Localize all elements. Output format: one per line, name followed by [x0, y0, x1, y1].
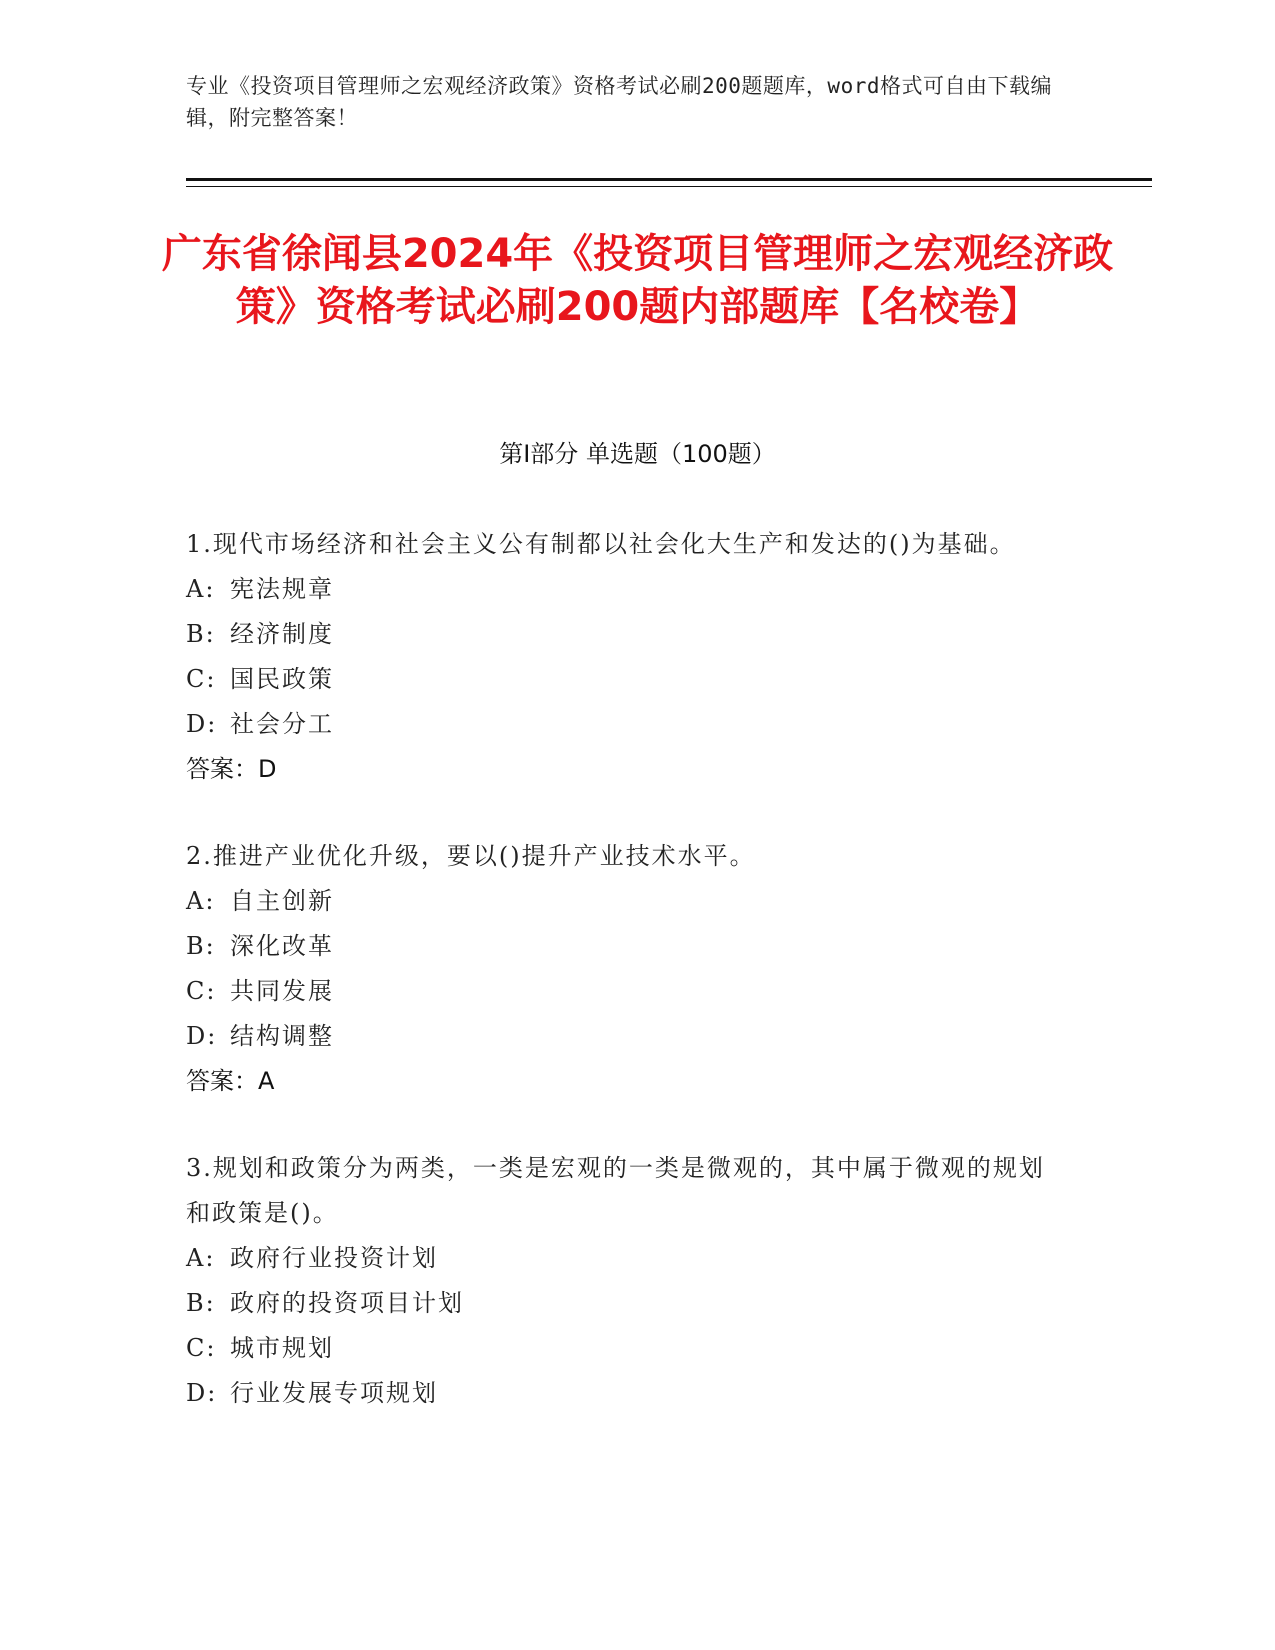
option-letter: A: [186, 575, 216, 603]
option-letter: B: [186, 620, 216, 648]
option-text: 行业发展专项规划 [230, 1379, 438, 1407]
option-text: 共同发展 [230, 977, 334, 1005]
question-3 [186, 1146, 1056, 1416]
header-rule-thick [186, 178, 1152, 181]
header-note: 专业《投资项目管理师之宏观经济政策》资格考试必刷200题题库，word格式可自由下载编辑，附完整答案！ [186, 74, 1052, 130]
option-letter: D: [186, 1379, 218, 1407]
option-c [186, 657, 1056, 702]
option-letter: C: [186, 977, 217, 1005]
document-title: 广东省徐闻县2024年《投资项目管理师之宏观经济政策》资格考试必刷200题内部题库【名校卷】 [161, 231, 1114, 330]
option-a [186, 567, 1056, 612]
option-letter: A: [186, 1244, 216, 1272]
question-stem: 3.规划和政策分为两类，一类是宏观的一类是微观的，其中属于微观的规划和政策是()。 [186, 1154, 1045, 1227]
question-stem: 1.现代市场经济和社会主义公有制都以社会化大生产和发达的()为基础。 [186, 530, 1016, 558]
option-text: 国民政策 [230, 665, 334, 693]
option-b [186, 612, 1056, 657]
option-c [186, 1326, 1056, 1371]
option-letter: C: [186, 1334, 217, 1362]
question-1 [186, 522, 1056, 792]
option-d [186, 1014, 1056, 1059]
option-a [186, 879, 1056, 924]
option-letter: D: [186, 710, 218, 738]
answer-line: 答案：D [186, 755, 277, 783]
option-text: 宪法规章 [230, 575, 334, 603]
option-text: 结构调整 [230, 1022, 334, 1050]
option-text: 政府行业投资计划 [230, 1244, 438, 1272]
question-stem: 2.推进产业优化升级，要以()提升产业技术水平。 [186, 842, 756, 870]
question-list [186, 522, 1056, 1458]
option-b [186, 924, 1056, 969]
option-a [186, 1236, 1056, 1281]
option-d [186, 702, 1056, 747]
option-letter: B: [186, 932, 216, 960]
option-letter: D: [186, 1022, 218, 1050]
option-d [186, 1371, 1056, 1416]
option-text: 城市规划 [230, 1334, 334, 1362]
option-text: 自主创新 [230, 887, 334, 915]
option-c [186, 969, 1056, 1014]
answer-line: 答案：A [186, 1067, 275, 1095]
option-text: 经济制度 [230, 620, 334, 648]
section-heading: 第I部分 单选题（100题） [499, 440, 776, 468]
option-text: 政府的投资项目计划 [230, 1289, 464, 1317]
header-rule-thin [186, 186, 1152, 187]
option-letter: B: [186, 1289, 216, 1317]
option-b [186, 1281, 1056, 1326]
option-text: 社会分工 [230, 710, 334, 738]
option-letter: A: [186, 887, 216, 915]
question-2 [186, 834, 1056, 1104]
option-text: 深化改革 [230, 932, 334, 960]
option-letter: C: [186, 665, 217, 693]
